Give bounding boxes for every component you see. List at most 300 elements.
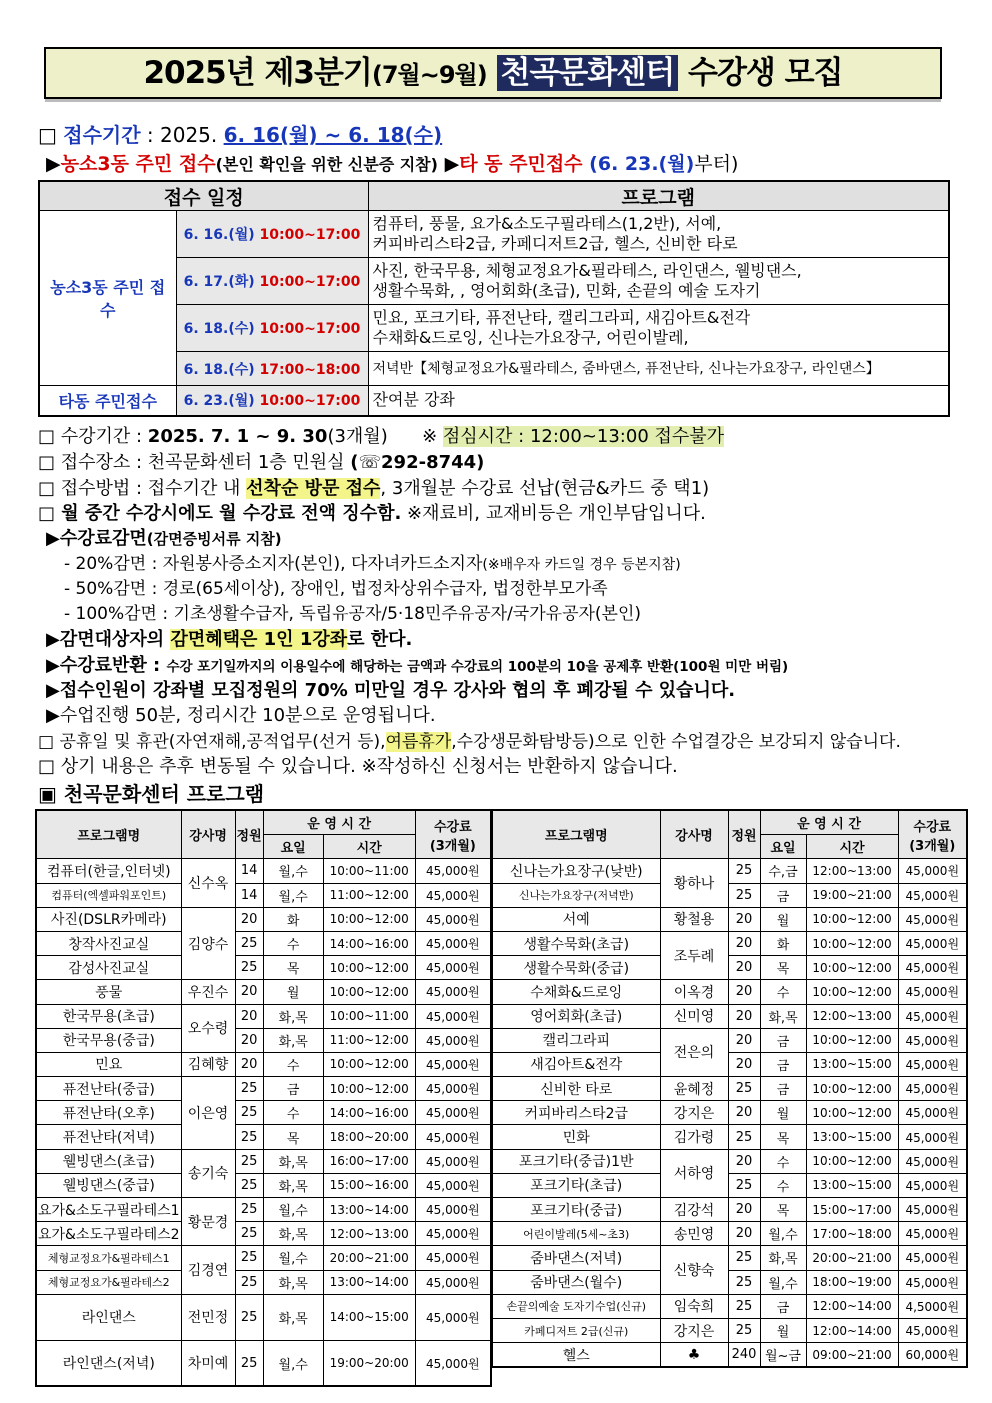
fee: 45,000원 [898, 1125, 967, 1149]
note-monthly [38, 499, 706, 525]
program-name: 퓨전난타(저녁) [36, 1125, 181, 1149]
program-name: 풍물 [36, 980, 181, 1004]
day: 목 [760, 1125, 806, 1149]
schedule-program-line: 저녁반【체형교정요가&필라테스, 줌바댄스, 퓨전난타, 신나는가요장구, 라인댄스】 [372, 360, 880, 377]
day: 화,목 [263, 1149, 323, 1173]
capacity: 25 [728, 1294, 760, 1318]
teacher-name: 차미예 [181, 1340, 235, 1386]
schedule-date-cell [176, 305, 368, 352]
table-row [492, 1294, 967, 1318]
table-row [36, 859, 491, 883]
time: 10:00~12:00 [806, 1028, 898, 1052]
table-row [36, 1270, 491, 1294]
fee: 45,000원 [898, 907, 967, 931]
fee: 45,000원 [898, 1318, 967, 1342]
table-row [36, 1028, 491, 1052]
fee: 45,000원 [898, 980, 967, 1004]
time: 20:00~21:00 [806, 1246, 898, 1270]
program-table-right [491, 809, 968, 1368]
capacity: 25 [235, 1149, 263, 1173]
note-text: ▶수강료감면 [46, 528, 147, 549]
time: 10:00~12:00 [323, 980, 415, 1004]
time: 18:00~19:00 [806, 1270, 898, 1294]
page-title [46, 49, 940, 99]
capacity: 20 [235, 980, 263, 1004]
program-name: 새김아트&전각 [492, 1052, 660, 1076]
schedule-date: 6. 16.(월) [183, 227, 255, 243]
schedule-program-line: 수채화&드로잉, 신나는가요장구, 어린이발레, [372, 328, 689, 347]
day: 화,목 [263, 1270, 323, 1294]
capacity: 25 [235, 1198, 263, 1222]
time: 10:00~12:00 [323, 1052, 415, 1076]
reception-dates: 6. 16(월) ~ 6. 18(수) [223, 123, 443, 147]
time: 10:00~12:00 [323, 907, 415, 931]
day: 목 [760, 956, 806, 980]
teacher-name: 임숙희 [660, 1294, 728, 1318]
fee: 45,000원 [415, 1294, 491, 1340]
time: 19:00~20:00 [323, 1340, 415, 1386]
program-name: 신나는가요장구(낮반) [492, 859, 660, 883]
program-name: 감성사진교실 [36, 956, 181, 980]
note-text: (3개월) [327, 426, 388, 447]
arrow-glyph: ▶ [46, 153, 61, 175]
table-row [36, 1004, 491, 1028]
schedule-time: 10:00~17:00 [259, 393, 361, 410]
col-capacity: 정원 [728, 810, 760, 859]
table-row [36, 1101, 491, 1125]
time: 10:00~12:00 [806, 1077, 898, 1101]
note-text: , 3개월분 수강료 선납(현금&카드 중 택1) [380, 478, 710, 499]
table-row [492, 883, 967, 907]
day: 수,금 [760, 859, 806, 883]
checkbox-glyph: □ [38, 123, 57, 147]
note-method [38, 474, 709, 500]
day: 화 [263, 907, 323, 931]
program-name: 포크기타(중급)1반 [492, 1149, 660, 1173]
fee: 45,000원 [415, 1340, 491, 1386]
schedule-program-line: 사진, 한국무용, 체형교정요가&필라테스, 라인댄스, 웰빙댄스, [372, 261, 802, 280]
schedule-time: 10:00~17:00 [259, 227, 361, 243]
time: 13:00~15:00 [806, 1125, 898, 1149]
table-row [36, 1246, 491, 1270]
col-day: 요일 [263, 835, 323, 859]
day: 수 [263, 1101, 323, 1125]
teacher-name: 송민영 [660, 1222, 728, 1246]
program-name: 민화 [492, 1125, 660, 1149]
schedule-programs [368, 258, 949, 305]
note-lunch: 점심시간 : 12:00~13:00 접수불가 [442, 426, 725, 447]
capacity: 25 [728, 1173, 760, 1197]
teacher-name: 신향숙 [660, 1246, 728, 1294]
teacher-name: 황철용 [660, 907, 728, 931]
time: 15:00~16:00 [323, 1173, 415, 1197]
capacity: 20 [235, 1052, 263, 1076]
reception-period-line [38, 119, 442, 148]
schedule-date-cell [176, 211, 368, 258]
fee: 45,000원 [415, 1173, 491, 1197]
capacity: 25 [728, 1077, 760, 1101]
fee: 45,000원 [415, 1125, 491, 1149]
table-row [36, 1149, 491, 1173]
day: 월~금 [760, 1343, 806, 1368]
local-reception-label: 농소3동 주민 접수 [60, 153, 216, 175]
table-row [492, 931, 967, 955]
table-row [492, 980, 967, 1004]
program-name: 퓨전난타(오후) [36, 1101, 181, 1125]
day: 화,목 [760, 1246, 806, 1270]
fee: 45,000원 [415, 1004, 491, 1028]
program-name: 줌바댄스(저녁) [492, 1246, 660, 1270]
note-text: ,수강생문화탐방등)으로 인한 수업결강은 보강되지 않습니다. [451, 732, 901, 752]
teacher-name: 전민정 [181, 1294, 235, 1340]
fee: 45,000원 [898, 956, 967, 980]
schedule-header-left: 접수 일정 [39, 181, 368, 211]
program-name: 한국무용(초급) [36, 1004, 181, 1028]
time: 18:00~20:00 [323, 1125, 415, 1149]
capacity: 20 [728, 1004, 760, 1028]
reception-colon: : 2025. [140, 123, 224, 147]
fee: 45,000원 [415, 1246, 491, 1270]
program-name: 포크기타(초급) [492, 1173, 660, 1197]
time: 09:00~21:00 [806, 1343, 898, 1368]
schedule-date-cell [176, 258, 368, 305]
capacity: 25 [235, 1125, 263, 1149]
program-name: 컴퓨터(한글,인터넷) [36, 859, 181, 883]
schedule-time: 10:00~17:00 [259, 274, 361, 290]
note-text: ※ [422, 426, 443, 447]
fee: 45,000원 [898, 1149, 967, 1173]
table-row [36, 1052, 491, 1076]
time: 19:00~21:00 [806, 883, 898, 907]
time: 10:00~12:00 [806, 907, 898, 931]
table-row [492, 859, 967, 883]
col-fee-label: 수강료 [913, 819, 952, 835]
schedule-date-cell [176, 352, 368, 386]
time: 20:00~21:00 [323, 1246, 415, 1270]
table-row [492, 907, 967, 931]
table-row [492, 1052, 967, 1076]
note-text: (※배우자 카드일 경우 등본지참) [482, 557, 681, 573]
schedule-programs [368, 352, 949, 386]
table-row [36, 1294, 491, 1340]
note-text: □ 접수방법 : 접수기간 내 [38, 478, 247, 499]
capacity: 25 [235, 1270, 263, 1294]
capacity: 25 [728, 883, 760, 907]
program-name: 라인댄스(저녁) [36, 1340, 181, 1386]
schedule-programs [368, 211, 949, 258]
program-name: 어린이발레(5세~초3) [492, 1222, 660, 1246]
capacity: 25 [728, 1246, 760, 1270]
capacity: 25 [235, 1222, 263, 1246]
fee: 45,000원 [898, 1198, 967, 1222]
note-text: □ 공휴일 및 휴관(자연재해,공적업무(선거 등), [38, 732, 386, 752]
time: 13:00~14:00 [323, 1198, 415, 1222]
time: 10:00~12:00 [806, 1149, 898, 1173]
note-text: ▶감면대상자의 [46, 629, 171, 650]
program-name: 신나는가요장구(저녁반) [492, 883, 660, 907]
note-discount-50: - 50%감면 : 경로(65세이상), 장애인, 법정차상위수급자, 법정한부모가족 [64, 579, 608, 599]
table-row [36, 883, 491, 907]
fee: 45,000원 [415, 980, 491, 1004]
note-one-course [46, 625, 412, 651]
note-discount [46, 524, 282, 550]
note-class-time: ▶수업진행 50분, 정리시간 10분으로 운영됩니다. [46, 705, 436, 726]
table-row [492, 956, 967, 980]
time: 16:00~17:00 [323, 1149, 415, 1173]
capacity: 20 [728, 980, 760, 1004]
teacher-name: 김가령 [660, 1125, 728, 1149]
note-highlight: 감면혜택은 1인 1강좌 [170, 629, 348, 650]
note-text: ※재료비, 교재비등은 개인부담입니다. [401, 503, 706, 524]
fee: 45,000원 [898, 1004, 967, 1028]
teacher-name: ♣ [660, 1343, 728, 1368]
fee: 45,000원 [898, 1101, 967, 1125]
teacher-name: 김혜향 [181, 1052, 235, 1076]
program-name: 손끝의예술 도자기수업(신규) [492, 1294, 660, 1318]
table-row [36, 1340, 491, 1386]
schedule-program-line: 민요, 포크기타, 퓨전난타, 캘리그라피, 새김아트&전각 [372, 308, 751, 327]
time: 10:00~11:00 [323, 1004, 415, 1028]
day: 화,목 [263, 1173, 323, 1197]
capacity: 25 [235, 1340, 263, 1386]
teacher-name: 김양수 [181, 907, 235, 980]
capacity: 14 [235, 859, 263, 883]
day: 월,수 [263, 1340, 323, 1386]
teacher-name: 전은의 [660, 1028, 728, 1076]
program-table-left-body [36, 859, 491, 1386]
day: 화,목 [263, 1222, 323, 1246]
capacity: 25 [235, 931, 263, 955]
day: 월 [760, 907, 806, 931]
fee: 45,000원 [898, 1173, 967, 1197]
capacity: 20 [728, 907, 760, 931]
col-time: 시간 [806, 835, 898, 859]
program-name: 라인댄스 [36, 1294, 181, 1340]
capacity: 20 [728, 1028, 760, 1052]
col-fee-label: 수강료 [433, 819, 472, 835]
schedule-date: 6. 18.(수) [183, 321, 255, 337]
schedule-program-line: 잔여분 강좌 [372, 390, 455, 410]
capacity: 20 [235, 1028, 263, 1052]
capacity: 25 [235, 1294, 263, 1340]
schedule-time: 10:00~17:00 [259, 321, 361, 337]
capacity: 20 [728, 1149, 760, 1173]
reception-label: 접수기간 [63, 123, 141, 147]
schedule-program-line: 생활수묵화, , 영어회화(초급), 민화, 손끝의 예술 도자기 [372, 281, 761, 300]
note-text: □ 월 중간 수강시에도 월 수강료 전액 징수함. [38, 503, 402, 524]
time: 17:00~18:00 [806, 1222, 898, 1246]
note-discount-20 [64, 549, 681, 574]
day: 수 [760, 980, 806, 1004]
table-row [36, 1125, 491, 1149]
program-name: 커피바리스타2급 [492, 1101, 660, 1125]
local-reception-note: (본인 확인을 위한 신분증 지참) [215, 155, 438, 174]
note-highlight: 선착순 방문 접수 [246, 478, 381, 499]
time: 10:00~12:00 [806, 1101, 898, 1125]
fee: 45,000원 [898, 1052, 967, 1076]
time: 13:00~15:00 [806, 1173, 898, 1197]
day: 수 [760, 1149, 806, 1173]
day: 금 [760, 883, 806, 907]
note-holiday [38, 727, 901, 752]
schedule-date-cell [176, 386, 368, 416]
col-fee [898, 810, 967, 859]
teacher-name: 서하영 [660, 1149, 728, 1197]
teacher-name: 오수령 [181, 1004, 235, 1052]
schedule-program-line: 컴퓨터, 풍물, 요가&소도구필라테스(1,2반), 서예, [372, 214, 722, 233]
time: 12:00~13:00 [806, 859, 898, 883]
day: 월,수 [760, 1222, 806, 1246]
day: 목 [760, 1198, 806, 1222]
program-table-right-body [492, 859, 967, 1367]
capacity: 25 [728, 1125, 760, 1149]
table-row [492, 1173, 967, 1197]
program-name: 생활수묵화(중급) [492, 956, 660, 980]
table-row [36, 907, 491, 931]
note-period [38, 422, 724, 448]
time: 10:00~12:00 [806, 980, 898, 1004]
capacity: 25 [235, 956, 263, 980]
time: 12:00~14:00 [806, 1318, 898, 1342]
time: 14:00~15:00 [323, 1294, 415, 1340]
teacher-name: 조두례 [660, 931, 728, 979]
fee: 45,000원 [898, 859, 967, 883]
programs-heading: ▣ 천곡문화센터 프로그램 [38, 782, 265, 806]
fee: 45,000원 [898, 931, 967, 955]
time: 10:00~12:00 [806, 931, 898, 955]
note-discount-100: - 100%감면 : 기초생활수급자, 독립유공자/5·18민주유공자/국가유공자(본인) [64, 604, 642, 624]
title-center-name: 천곡문화센터 [497, 55, 679, 91]
col-fee-sub: (3개월) [429, 838, 476, 854]
program-name: 캘리그라피 [492, 1028, 660, 1052]
program-name: 체형교정요가&필라테스2 [36, 1270, 181, 1294]
col-teacher: 강사명 [181, 810, 235, 859]
capacity: 20 [728, 1101, 760, 1125]
program-name: 카페디저트 2급(신규) [492, 1318, 660, 1342]
program-name: 영어회화(초급) [492, 1004, 660, 1028]
program-name: 웰빙댄스(초급) [36, 1149, 181, 1173]
fee: 45,000원 [415, 1270, 491, 1294]
day: 화 [760, 931, 806, 955]
fee: 45,000원 [898, 883, 967, 907]
teacher-name: 김강석 [660, 1198, 728, 1222]
note-text: (감면증빙서류 지참) [146, 530, 282, 548]
teacher-name: 신미영 [660, 1004, 728, 1028]
capacity: 14 [235, 883, 263, 907]
day: 월,수 [263, 1246, 323, 1270]
col-hours: 운 영 시 간 [263, 810, 415, 835]
capacity: 25 [728, 859, 760, 883]
table-row [36, 1077, 491, 1101]
program-name: 한국무용(중급) [36, 1028, 181, 1052]
schedule-programs [368, 386, 949, 416]
note-text: 2025. 7. 1 ~ 9. 30 [147, 426, 328, 447]
note-text: 로 한다. [347, 629, 413, 650]
teacher-name: 윤혜정 [660, 1077, 728, 1101]
table-row [492, 1318, 967, 1342]
table-row [492, 1222, 967, 1246]
day: 월,수 [263, 859, 323, 883]
program-table-left [35, 809, 492, 1387]
col-time: 시간 [323, 835, 415, 859]
time: 10:00~12:00 [323, 1077, 415, 1101]
schedule-group-other: 타동 주민접수 [39, 386, 176, 416]
capacity: 25 [235, 1077, 263, 1101]
note-refund [46, 651, 788, 677]
teacher-name: 황문경 [181, 1198, 235, 1246]
day: 월 [263, 980, 323, 1004]
table-row [492, 1270, 967, 1294]
reception-schedule-table [38, 180, 950, 417]
program-name: 사진(DSLR카메라) [36, 907, 181, 931]
table-row [492, 1125, 967, 1149]
note-place [38, 448, 484, 474]
capacity: 240 [728, 1343, 760, 1368]
day: 금 [760, 1294, 806, 1318]
table-row [36, 1173, 491, 1197]
note-text: 수강 포기일까지의 이용일수에 해당하는 금액과 수강료의 100분의 10을 공제후 반환(100원 미만 버림) [166, 659, 789, 675]
fee: 45,000원 [415, 1198, 491, 1222]
day: 화,목 [263, 1004, 323, 1028]
day: 금 [263, 1077, 323, 1101]
time: 10:00~11:00 [323, 859, 415, 883]
day: 금 [760, 1077, 806, 1101]
table-row [36, 1222, 491, 1246]
fee: 45,000원 [415, 1028, 491, 1052]
table-row [492, 1004, 967, 1028]
day: 월 [760, 1318, 806, 1342]
program-name: 창작사진교실 [36, 931, 181, 955]
teacher-name: 우진수 [181, 980, 235, 1004]
title-banner [44, 47, 942, 99]
fee: 45,000원 [415, 931, 491, 955]
program-name: 서예 [492, 907, 660, 931]
title-part1: 2025년 제3분기 [143, 55, 372, 91]
teacher-name: 송기숙 [181, 1149, 235, 1197]
time: 12:00~13:00 [323, 1222, 415, 1246]
day: 목 [263, 956, 323, 980]
note-text: - 20%감면 : 자원봉사증소지자(본인), 다자녀카드소지자 [64, 554, 483, 574]
day: 월,수 [760, 1270, 806, 1294]
capacity: 20 [728, 931, 760, 955]
fee: 45,000원 [898, 1222, 967, 1246]
program-name: 요가&소도구필라테스2 [36, 1222, 181, 1246]
fee: 4,5000원 [898, 1294, 967, 1318]
teacher-name: 김경연 [181, 1246, 235, 1294]
time: 13:00~14:00 [323, 1270, 415, 1294]
col-program: 프로그램명 [492, 810, 660, 859]
table-row [492, 1246, 967, 1270]
capacity: 20 [728, 1222, 760, 1246]
day: 월 [760, 1101, 806, 1125]
col-hours: 운 영 시 간 [760, 810, 898, 835]
table-row [36, 931, 491, 955]
schedule-date: 6. 18.(수) [183, 361, 255, 378]
note-text: ▶수강료반환 : [46, 655, 167, 676]
col-capacity: 정원 [235, 810, 263, 859]
time: 10:00~12:00 [323, 956, 415, 980]
day: 월,수 [263, 1198, 323, 1222]
program-name: 포크기타(중급) [492, 1198, 660, 1222]
capacity: 20 [728, 1052, 760, 1076]
day: 월,수 [263, 883, 323, 907]
teacher-name: 이옥경 [660, 980, 728, 1004]
capacity: 25 [235, 1246, 263, 1270]
time: 12:00~14:00 [806, 1294, 898, 1318]
fee: 45,000원 [898, 1246, 967, 1270]
table-row [492, 1343, 967, 1368]
time: 11:00~12:00 [323, 883, 415, 907]
